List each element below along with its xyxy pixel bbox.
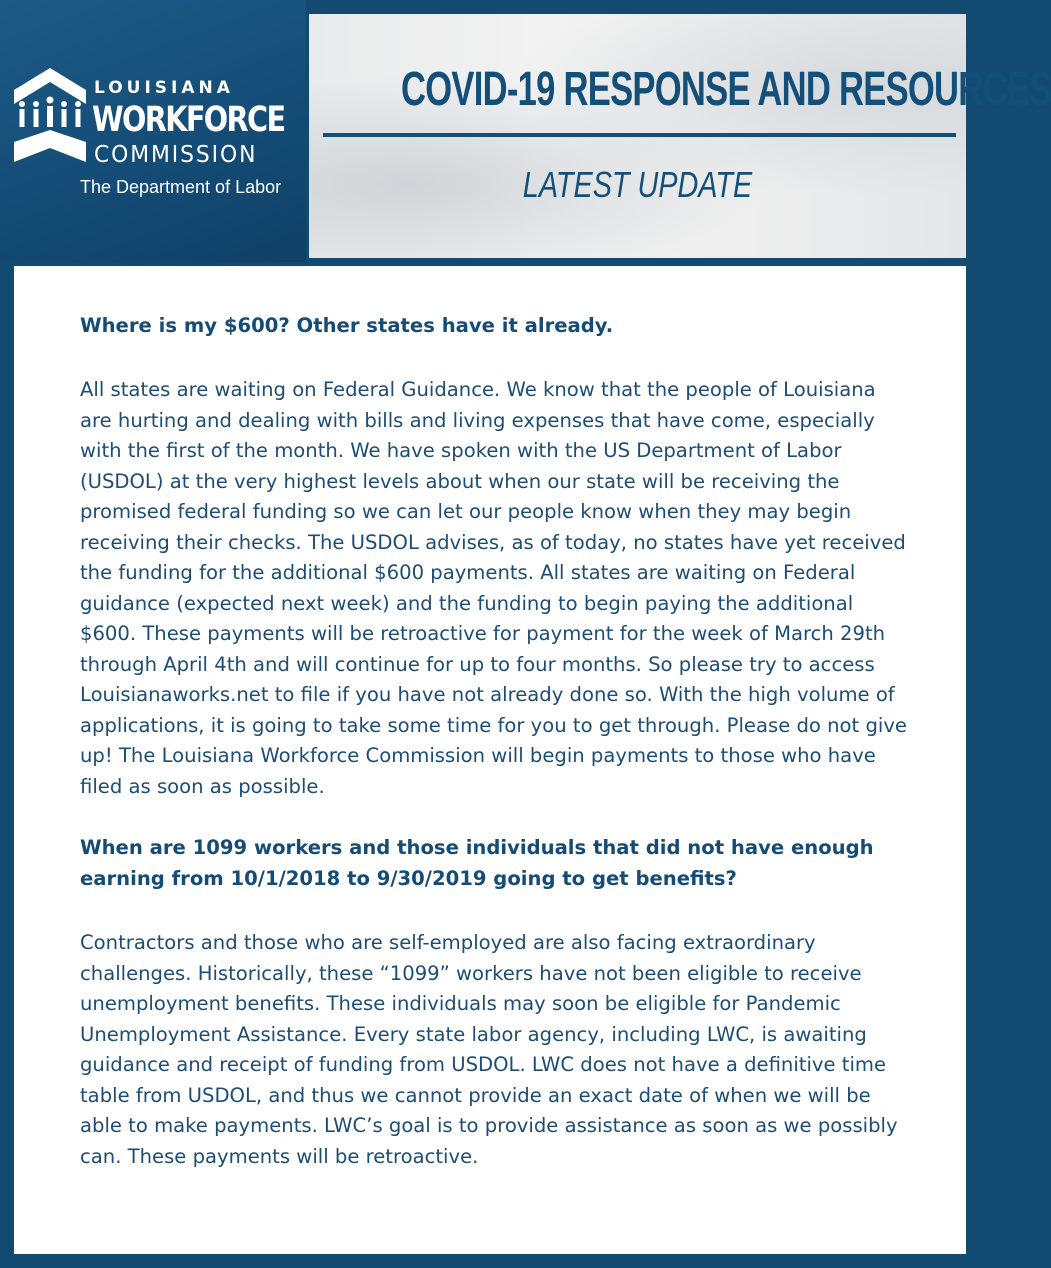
faq-answer-1: All states are waiting on Federal Guidance. We know that the people of Louisiana are hurting and dealing with bills and living expenses that have come, especially with the first of the month. We have spoken with the US Department of Labor (USDOL) at the very highest levels about when our state will be receiving the promised federal funding so we can let our people know when they may begin receiving their checks. The USDOL advises, as of today, no states have yet received the funding for the additional $600 payments. All states are waiting on Federal guidance (expected next week) and the funding to begin paying the additional $600. These payments will be retroactive for payment for the week of March 29th through April 4th and will continue for up to four months. So please try to access Louisianaworks.net to file if you have not already done so. With the high volume of applications, it is going to take some time for you to get through. Please do not give up! The Louisiana Workforce Commission will begin payments to those who have filed as soon as possible. (80, 378, 907, 798)
faq-list (80, 310, 910, 1172)
header-branding-panel (0, 0, 306, 262)
header-title-panel (309, 14, 1051, 258)
org-name-workforce: WORKFORCE (92, 100, 285, 140)
page-subtitle: LATEST UPDATE (522, 164, 753, 205)
org-tagline: The Department of Labor (80, 177, 282, 197)
lwc-house-icon (14, 64, 86, 164)
faq-answer-2: Contractors and those who are self-employed are also facing extraordinary challenges. Historically, these “1099” workers have not been eligible to receive unemployment benefits. These individuals may soon be eligible for Pandemic Unemployment Assistance. Every state labor agency, including LWC, is awaiting guidance and receipt of funding from USDOL. LWC does not have a definitive time table from USDOL, and thus we cannot provide an exact date of when we will be able to make payments. LWC’s goal is to provide assistance as soon as we possibly can. These payments will be retroactive. (80, 931, 898, 1168)
page-title: COVID-19 RESPONSE AND RESOURCES (400, 63, 1051, 116)
faq-question-2: When are 1099 workers and those individuals that did not have enough earning from 10/1/2018 to 9/30/2019 going to get benefits? (80, 836, 874, 890)
org-name-louisiana: LOUISIANA (94, 78, 234, 98)
org-name-commission: COMMISSION (94, 142, 258, 168)
content-panel (14, 266, 966, 1254)
title-divider (323, 133, 956, 137)
faq-question-1: Where is my $600? Other states have it already. (80, 314, 614, 337)
